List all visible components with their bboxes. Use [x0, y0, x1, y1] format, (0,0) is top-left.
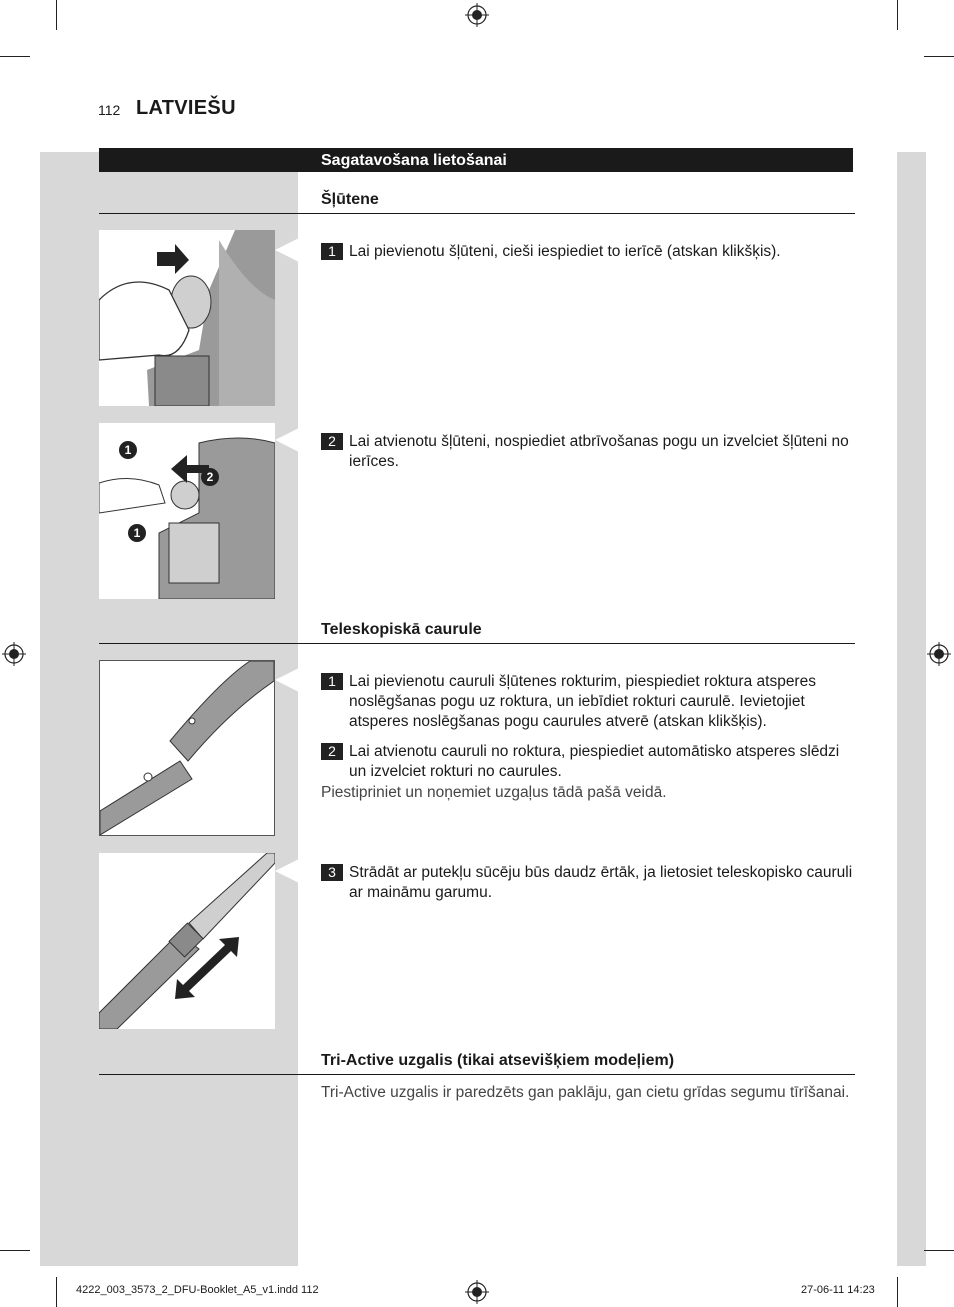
step-number: 1	[321, 243, 343, 260]
callout-badge: 2	[201, 468, 219, 486]
crop-mark	[0, 1250, 30, 1251]
step-text: Lai pievienotu cauruli šļūtenes rokturim, piespiediet roktura atsperes noslēgšanas pogu uz roktura, un iebīdiet rokturi caurulē. Ievietojiet atsperes noslēgšanas pogu caurules atverē (atskan klikšķis).	[349, 673, 816, 730]
crop-mark	[897, 1277, 898, 1307]
footer-filename: 4222_003_3573_2_DFU-Booklet_A5_v1.indd 112	[76, 1284, 319, 1296]
crop-mark	[0, 56, 30, 57]
step-number: 2	[321, 743, 343, 760]
crop-mark	[924, 1250, 954, 1251]
step-text: Lai atvienotu cauruli no roktura, piespiediet automātisko atsperes slēdzi un izvelciet rokturi no caurules.	[349, 743, 840, 780]
hose-detach-illustration	[99, 423, 275, 599]
divider	[99, 643, 855, 644]
crop-mark	[924, 56, 954, 57]
hose-step-2	[321, 432, 856, 472]
step-number: 3	[321, 864, 343, 881]
hose-attach-illustration	[99, 230, 275, 406]
tube-heading: Teleskopiskā caurule	[321, 621, 482, 638]
pointer-arrow	[275, 668, 299, 692]
telescopic-tube-illustration	[99, 853, 275, 1029]
tube-step-1	[321, 672, 856, 732]
step-text: Lai atvienotu šļūteni, nospiediet atbrīvošanas pogu un izvelciet šļūteni no ierīces.	[349, 433, 849, 470]
right-margin-panel	[897, 152, 926, 1266]
step-text: Lai pievienotu šļūteni, cieši iespiediet to ierīcē (atskan klikšķis).	[349, 243, 781, 260]
divider	[99, 1074, 855, 1075]
crop-mark	[56, 1277, 57, 1307]
callout-badge: 1	[128, 524, 146, 542]
divider	[99, 213, 855, 214]
step-number: 2	[321, 433, 343, 450]
tube-step-2	[321, 742, 856, 782]
tube-connect-illustration	[99, 660, 275, 836]
registration-mark-icon	[465, 3, 489, 27]
triactive-heading: Tri-Active uzgalis (tikai atsevišķiem modeļiem)	[321, 1052, 675, 1069]
step-text: Strādāt ar putekļu sūcēju būs daudz ērtāk, ja lietosiet teleskopisko cauruli ar maināmu garumu.	[349, 864, 853, 901]
tube-note: Piestipriniet un noņemiet uzgaļus tādā pašā veidā.	[321, 784, 667, 801]
callout-badge: 1	[119, 441, 137, 459]
hose-heading: Šļūtene	[321, 191, 379, 208]
step-number: 1	[321, 673, 343, 690]
page-language: LATVIEŠU	[136, 97, 236, 119]
hose-step-1	[321, 242, 856, 262]
registration-mark-icon	[2, 642, 26, 666]
pointer-arrow	[275, 238, 299, 262]
triactive-text: Tri-Active uzgalis ir paredzēts gan paklāju, gan cietu grīdas segumu tīrīšanai.	[321, 1084, 850, 1101]
footer-date: 27-06-11 14:23	[801, 1284, 875, 1296]
crop-mark	[56, 0, 57, 30]
section-title: Sagatavošana lietošanai	[321, 152, 507, 169]
registration-mark-icon	[927, 642, 951, 666]
registration-mark-icon	[465, 1280, 489, 1304]
crop-mark	[897, 0, 898, 30]
section-title-bar	[99, 148, 853, 172]
pointer-arrow	[275, 859, 299, 883]
page-number: 112	[98, 102, 121, 118]
pointer-arrow	[275, 428, 299, 452]
tube-step-3	[321, 863, 856, 903]
